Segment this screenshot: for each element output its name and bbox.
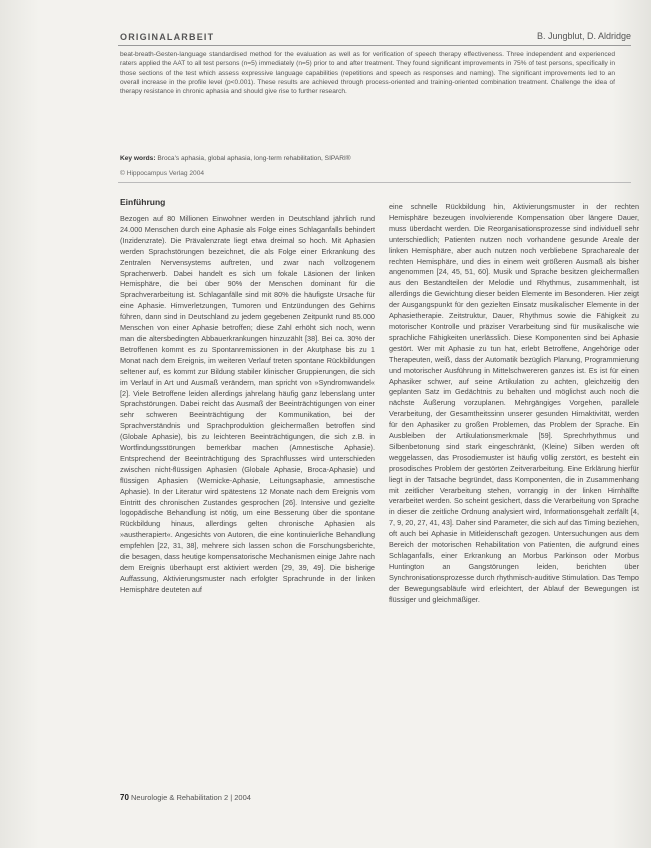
- keywords-text: Broca's aphasia, global aphasia, long-term rehabilitation, SIPARI®: [155, 155, 351, 162]
- section-label: ORIGINALARBEIT: [120, 32, 215, 42]
- abstract-divider: [118, 182, 631, 183]
- header-authors: B. Jungblut, D. Aldridge: [536, 31, 631, 41]
- keywords-label: Key words:: [120, 155, 156, 162]
- header-divider: [118, 45, 631, 46]
- section-heading: Einführung: [120, 197, 166, 207]
- abstract-text: beat-breath-Gesten-language standardised method for the evaluation as well as for verification of speech therapy effectiveness. Three independent and experienced raters applied the AAT to all test persons (n=5) immediately (n=5) prior to and after treatment. They found significant improvements in 75% of test persons, specifically in those sections of the test which assess expressive language capabilities (repetitions and speech as responses and naming). The significant improvements led to an overall increase in the profile level (p<0.001). These results are achieved through process-oriented and training-oriented combination treatment. Challenge the idea of therapy resistance in chronic aphasia and should give rise to further research.: [120, 51, 615, 96]
- keywords: [120, 155, 615, 162]
- body-column-right: eine schnelle Rückbildung hin, Aktivierungsmuster in der rechten Hemisphäre bezeugen involvierende Kompensation über längere Dauer, muss überdacht werden. Die Reorganisationsprozesse sind individuell sehr unterschiedlich; Patienten nutzen noch vorhandene gesunde Areale der linken Hemisphäre, aber auch nutzen noch verbliebene Sprachareale der rechten Hemisphäre, und dies in einem weit größeren Ausmaß als bisher angenommen [24, 45, 51, 60]. Musik und Sprache besitzen gleichermaßen aus den Bestandteilen der Melodie und Rhythmus, zusammenhalt, ist allerdings die Gewichtung dieser beiden Elemente im Besonderen. Hier zeigt der Ausgangspunkt für den gezielten Einsatz musikalischer Elemente in der Aphasietherapie. Zeitstruktur, Dauer, Rhythmus sowie die Fähigkeit zu motorischer Kontrolle und präziser Verarbeitung sind für musikalische wie sprachliche Fähigkeiten unerlässlich. Diese Komponenten sind bei Aphasie gestört. Wer mit Aphasie zu tun hat, erlebt Betroffene, Angehörige oder Therapeuten, weiß, dass der Automatik bezüglich Planung, Programmierung und motorischer Ausführung in Mittelschwereren ganzes ist. Es ist für einen Aphasiker schwer, auf seine Artikulation zu achten, gleichzeitig den geplanten Satz im Gedächtnis zu behalten und möglichst auch noch die nächste Äußerung vorzuplanen. Mehrgängiges Vorgehen, parallele Verarbeitung, der Gesamtheitssinn unserer gesunden Hirnaktivität, werden für den Aphasiker zu großen Problemen, das Problem der Sprache. Ein Ausbleiben der Artikulationsmerkmale [59]. Sprechrhythmus und Silbenbetonung sind stark eingeschränkt, (Kleine) Silben werden oft weggelassen, das Prosodiemuster ist häufig völlig zerstört, es besteht ein prosodisches Problem der gestörten Zeitverarbeitung. Eine Erklärung hierfür liegt in der Tatsache begründet, dass Komponenten, die in Zusammenhang mit zeitlicher Verarbeitung stehen, vorrangig in der linken Hirnhälfte verarbeitet werden. So scheint gesichert, dass die Verarbeitung von Sprache in dieser die zeitliche Ordnung analysiert wird, Informationsgehalt zerfällt [4, 7, 9, 20, 27, 41, 43]. Daher sind Parameter, die sich auf das Timing beziehen, oft auch bei Aphasie in Mitleidenschaft gezogen. Untersuchungen aus dem Bereich der motorischen Rehabilitation von Patienten, die aufgrund eines Schlaganfalls, einer Erkrankung an Morbus Parkinson oder Morbus Huntington an Gangstörungen leiden, berichten über Synchronisationsprozesse durch rhythmisch-auditive Stimulation. Das Tempo der Bewegungsabläufe wird erleichtert, der Ablauf der Bewegungen ist flüssiger und gleichmäßiger.: [389, 202, 639, 604]
- copyright-notice: © Hippocampus Verlag 2004: [120, 170, 205, 177]
- page-number: 70: [120, 793, 129, 802]
- body-column-left: Bezogen auf 80 Millionen Einwohner werden in Deutschland jährlich rund 24.000 Menschen durch eine Aphasie als Folge eines Schlaganfalls behindert (Inzidenzrate). Die Prävalenzrate liegt etwa dreimal so hoch. Mit Aphasien werden Sprachstörungen bezeichnet, die als Folge einer Erkrankung des Zentralen Nervensystems auftreten, und zwar nach vollzogenem Spracherwerb. Dabei handelt es sich um fokale Läsionen der linken Hemisphäre, die bei über 90% der Menschen dominant für die Sprachverarbeitung ist. Schlaganfälle sind mit 80% die häufigste Ursache für eine Aphasie. Hirnverletzungen, Tumoren und Entzündungen des Gehirns führen, dann sind in Deutschland zu jedem gegebenen Zeitpunkt rund 85.000 Menschen von einer Aphasie betroffen; diese Zahl erhöht sich noch, wenn man die altersbedingten Abbauerkrankungen hinzuzählt [38]. Bei ca. 30% der Betroffenen kommt es zu Spontanremissionen in der Akutphase bis zu 1 Monat nach dem Ereignis, im weiteren Verlauf treten spontane Rückbildungen seltener auf, es kommt zur Bildung stabiler klinischer Gruppierungen, die sich im Verlauf in Art und Ausmaß verändern, man spricht von »Syndromwandel« [2]. Viele Betroffene leiden allerdings jahrelang häufig ganz lebenslang unter Sprachstörungen. Dabei reicht das Ausmaß der Beeinträchtigungen von einer sehr schweren Beeinträchtigung der Kommunikation, bei der Sprachverständnis und Sprachproduktion gleichermaßen betroffen sind (Globale Aphasie), bis zu leichteren Beeinträchtigungen, die sich z.B. in Wortfindungsstörungen bemerkbar machen (Amnestische Aphasie). Entsprechend der Beeinträchtigung des Sprachflusses wird unterschieden zwischen nicht-flüssigen Aphasien (Globale Aphasie, Broca-Aphasie) und flüssigen Aphasien (Wernicke-Aphasie, Leitungsaphasie, amnestische Aphasie). In der Literatur wird spätestens 12 Monate nach dem Ereignis vom Eintritt des chronischen Zustandes gesprochen [26]. Intensive und gezielte logopädische Behandlung ist nötig, um eine Besserung über die spontane Rückbildung hinaus, allerdings gelten chronische Aphasien als »austherapiert«. Angesichts von Autoren, die eine kontinuierliche Behandlung empfehlen [22, 31, 38], mehrere sich lassen schon die Forschungsberichte, die besagen, dass heutige kompensatorische Mechanismen einige Jahre nach dem Ereignis überhaupt erst aktiviert werden [29, 39, 49]. Die bisherige Auffassung, Aktivierungsmuster nach erfolgter Sprachrunde in der linken Hemisphäre deuteten auf: [120, 214, 375, 594]
- page-footer: [120, 793, 251, 802]
- journal-name: Neurologie & Rehabilitation 2 | 2004: [131, 793, 251, 802]
